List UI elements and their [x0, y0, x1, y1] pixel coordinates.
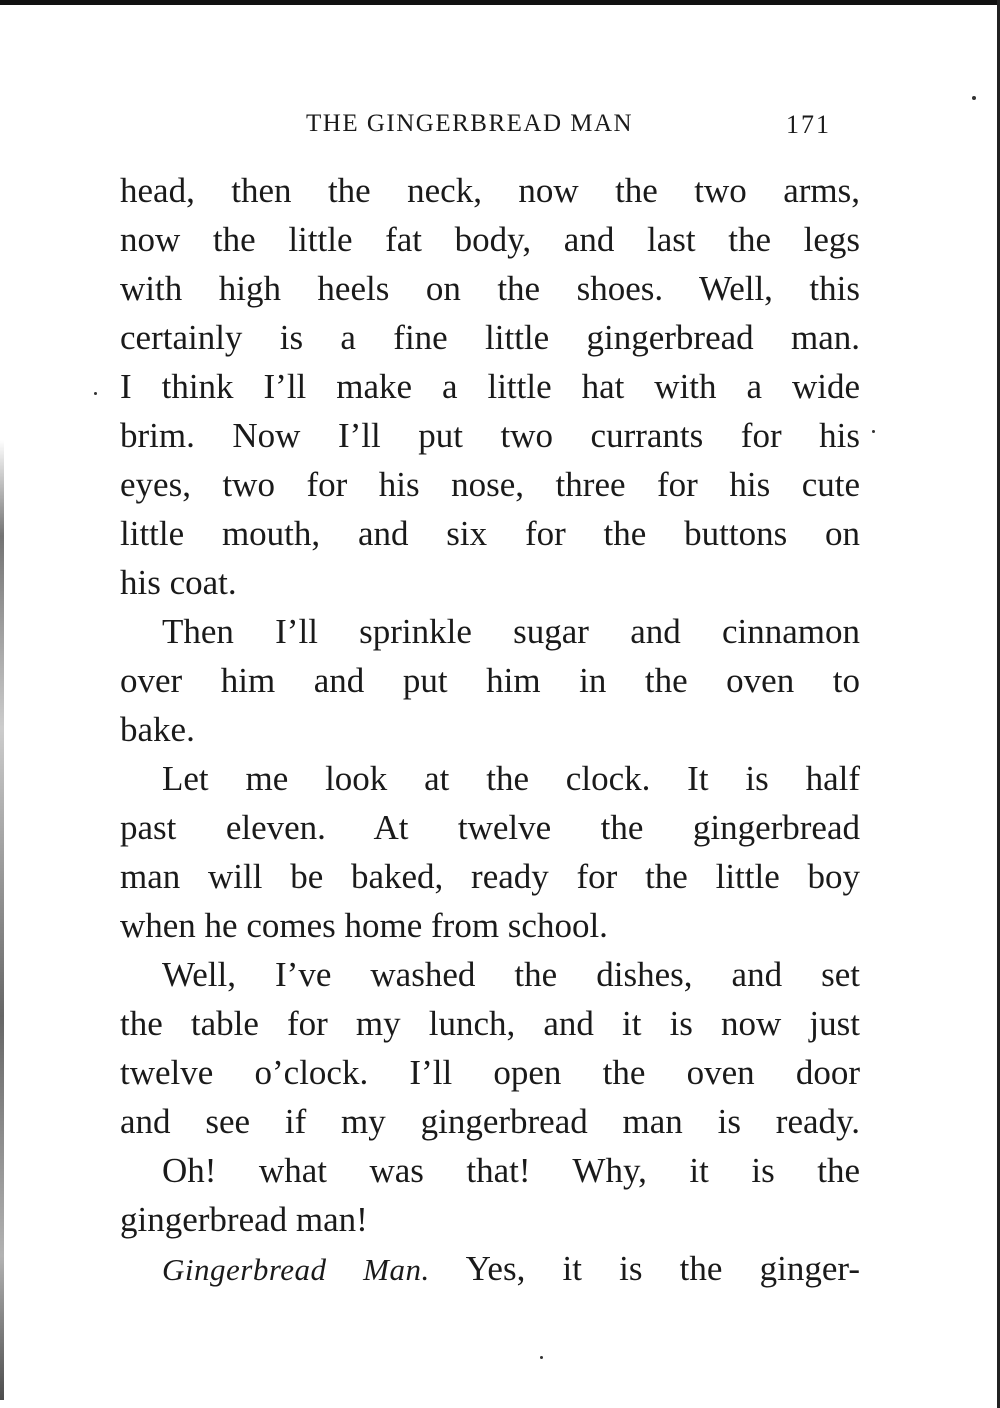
text-line: gingerbread man! — [120, 1200, 368, 1239]
page-left-binding-edge — [0, 440, 4, 1400]
page-number: 171 — [786, 110, 831, 139]
scan-speck — [972, 96, 976, 100]
scan-speck — [94, 392, 97, 395]
text-line: when he comes home from school. — [120, 906, 608, 945]
text-line: now the little fat body, and last the legs — [120, 220, 860, 259]
text-line: bake. — [120, 710, 195, 749]
text-line: over him and put him in the oven to — [120, 661, 860, 700]
text-line: I think I’ll make a little hat with a wide — [120, 367, 860, 406]
running-header — [0, 110, 1000, 144]
running-title: THE GINGERBREAD MAN — [306, 110, 634, 137]
text-line: Let me look at the clock. It is half — [162, 759, 860, 798]
text-line: and see if my gingerbread man is ready. — [120, 1102, 860, 1141]
body-text — [120, 166, 860, 1293]
text-line: man will be baked, ready for the little boy — [120, 857, 860, 896]
text-line: head, then the neck, now the two arms, — [120, 171, 860, 210]
speaker-name: Gingerbread Man. — [162, 1252, 430, 1287]
scan-speck — [872, 430, 875, 433]
text-line: with high heels on the shoes. Well, this — [120, 269, 860, 308]
text-line: little mouth, and six for the buttons on — [120, 514, 860, 553]
text-line: the table for my lunch, and it is now just — [120, 1004, 860, 1043]
page-top-border — [0, 0, 1000, 5]
text-line: twelve o’clock. I’ll open the oven door — [120, 1053, 860, 1092]
text-line: certainly is a fine little gingerbread man. — [120, 318, 860, 357]
text-line: past eleven. At twelve the gingerbread — [120, 808, 860, 847]
text-line: his coat. — [120, 563, 237, 602]
text-line: Well, I’ve washed the dishes, and set — [162, 955, 860, 994]
text-line: Then I’ll sprinkle sugar and cinnamon — [162, 612, 860, 651]
text-line: brim. Now I’ll put two currants for his — [120, 416, 860, 455]
speaker-text: Yes, it is the ginger- — [465, 1249, 860, 1288]
text-line: Oh! what was that! Why, it is the — [162, 1151, 860, 1190]
speaker-line — [120, 1244, 860, 1293]
scan-speck — [540, 1356, 543, 1359]
text-line: eyes, two for his nose, three for his cute — [120, 465, 860, 504]
